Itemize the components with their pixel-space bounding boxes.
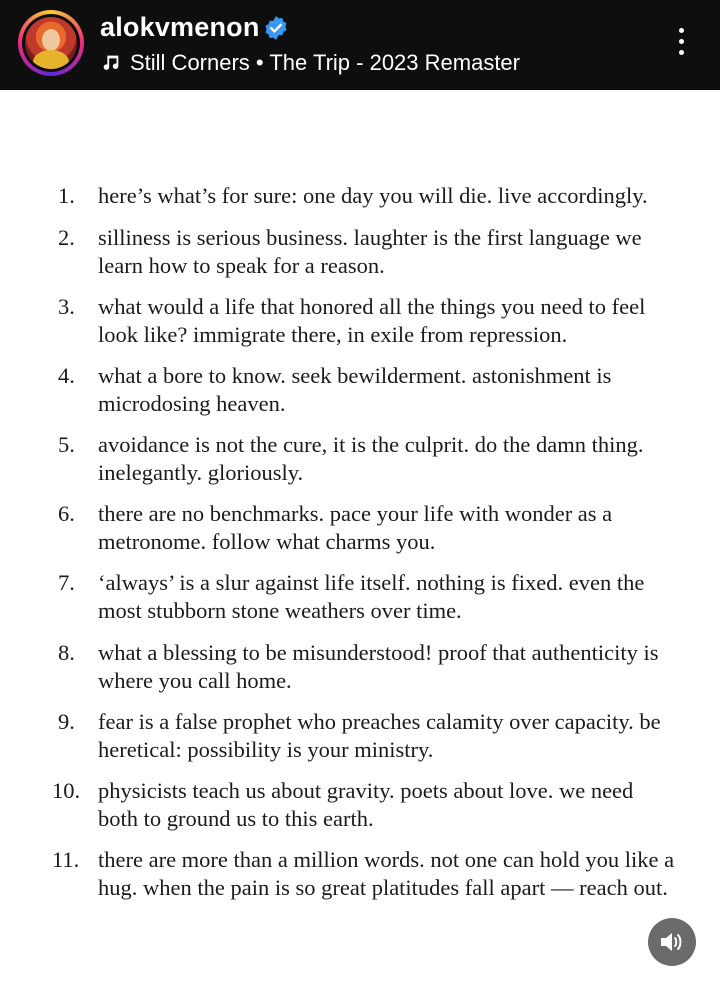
item-text: what would a life that honored all the things you need to feel look like? immigrate there, in exile from repression. (98, 294, 646, 347)
item-number: 10. (52, 778, 81, 803)
story-ring[interactable] (18, 10, 84, 76)
item-text: there are more than a million words. not one can hold you like a hug. when the pain is so great platitudes fall apart — reach out. (98, 847, 675, 900)
item-text: here’s what’s for sure: one day you will die. live accordingly. (98, 183, 648, 208)
item-text: what a blessing to be misunderstood! proof that authenticity is where you call home. (98, 640, 659, 693)
item-number: 1. (58, 183, 75, 208)
item-text: fear is a false prophet who preaches calamity over capacity. be heretical: possibility is your ministry. (98, 709, 661, 762)
music-note-icon (100, 52, 122, 74)
item-text: avoidance is not the cure, it is the culprit. do the damn thing. inelegantly. gloriously. (98, 432, 644, 485)
item-number: 11. (52, 847, 80, 872)
item-text: physicists teach us about gravity. poets about love. we need both to ground us to this earth. (98, 778, 634, 831)
item-number: 8. (58, 640, 75, 665)
post-header (0, 0, 720, 90)
music-track[interactable] (100, 50, 520, 76)
item-text: what a bore to know. seek bewilderment. astonishment is microdosing heaven. (98, 363, 612, 416)
item-number: 3. (58, 294, 75, 319)
music-track-label: Still Corners • The Trip - 2023 Remaster (130, 50, 520, 75)
item-number: 6. (58, 501, 75, 526)
item-number: 2. (58, 225, 75, 250)
more-options-button[interactable] (668, 28, 694, 62)
item-number: 4. (58, 363, 75, 388)
item-text: silliness is serious business. laughter is the first language we learn how to speak for a reason. (98, 225, 642, 278)
speaker-icon (660, 931, 684, 953)
username[interactable]: alokvmenon (100, 12, 260, 42)
item-text: ‘always’ is a slur against life itself. nothing is fixed. even the most stubborn stone weathers over time. (98, 570, 645, 623)
item-number: 7. (58, 570, 75, 595)
item-text: there are no benchmarks. pace your life with wonder as a metronome. follow what charms you. (98, 501, 613, 554)
sound-toggle-button[interactable] (648, 918, 696, 966)
more-options-icon (679, 28, 684, 33)
item-number: 9. (58, 709, 75, 734)
avatar[interactable] (25, 17, 77, 69)
verified-badge-icon (263, 15, 289, 41)
item-number: 5. (58, 432, 75, 457)
